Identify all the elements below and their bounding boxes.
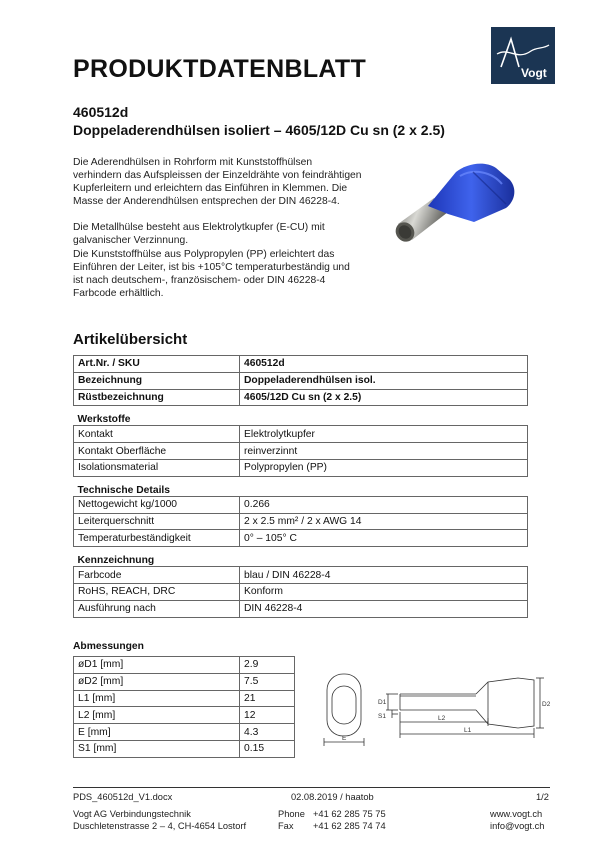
footer-fax-label: Fax <box>278 821 294 831</box>
footer-company: Vogt AG Verbindungstechnik <box>73 809 191 819</box>
footer-page-number: 1/2 <box>536 792 549 802</box>
table-cell-label: Temperaturbeständigkeit <box>74 530 240 547</box>
technical-drawing <box>318 662 550 748</box>
table-row <box>74 389 528 406</box>
dimensions-table <box>73 656 295 758</box>
table-row <box>74 426 528 443</box>
table-row <box>74 740 295 757</box>
table-cell-value: 4605/12D Cu sn (2 x 2.5) <box>240 389 528 406</box>
table-cell-value: 21 <box>240 690 295 707</box>
description-paragraph: Die Metallhülse besteht aus Elektrolytkupfer (E-CU) mit galvanischer Verzinnung. <box>73 222 325 247</box>
group-heading-materials: Werkstoffe <box>77 414 131 426</box>
table-row <box>74 690 295 707</box>
table-cell-label: Kontakt Oberfläche <box>74 443 240 460</box>
svg-text:L1: L1 <box>464 727 472 734</box>
table-cell-label: Isolationsmaterial <box>74 459 240 476</box>
svg-text:L2: L2 <box>438 715 446 722</box>
product-subtitle: Doppeladerendhülsen isoliert – 4605/12D Cu sn (2 x 2.5) <box>73 122 445 138</box>
table-row <box>74 443 528 460</box>
table-row <box>74 567 528 584</box>
table-row <box>74 496 528 513</box>
table-row <box>74 600 528 617</box>
table-cell-label: Rüstbezeichnung <box>74 389 240 406</box>
product-sku: 460512d <box>73 104 129 120</box>
group-heading-technical: Technische Details <box>77 484 171 496</box>
footer-fax: +41 62 285 74 74 <box>313 821 386 831</box>
svg-text:E: E <box>342 735 347 742</box>
vogt-logo <box>491 27 555 84</box>
table-cell-value: DIN 46228-4 <box>240 600 528 617</box>
table-cell-value: reinverzinnt <box>240 443 528 460</box>
table-cell-label: Nettogewicht kg/1000 <box>74 496 240 513</box>
table-row <box>74 707 295 724</box>
table-row <box>74 513 528 530</box>
table-cell-value: Elektrolytkupfer <box>240 426 528 443</box>
table-cell-value: 12 <box>240 707 295 724</box>
description-paragraph: Die Aderendhülsen in Rohrform mit Kunststoffhülsen verhindern das Aufspleissen der Einzeldrähte von feindrähtigen Kupferleitern und erleichtern das Einführen in Klemmen. Die Masse der Anderendhülsen entsprechen der DIN 46228-4. <box>73 157 362 208</box>
footer-phone: +41 62 285 75 75 <box>313 809 386 819</box>
svg-text:Vogt: Vogt <box>521 66 547 80</box>
table-cell-value: 2 x 2.5 mm² / 2 x AWG 14 <box>240 513 528 530</box>
section-heading-dimensions: Abmessungen <box>73 641 144 652</box>
table-cell-label: Bezeichnung <box>74 372 240 389</box>
table-cell-value: 2.9 <box>240 657 295 674</box>
table-cell-value: 0° – 105° C <box>240 530 528 547</box>
footer-address: Duschletenstrasse 2 – 4, CH-4654 Lostorf <box>73 821 247 831</box>
svg-text:D2: D2 <box>542 701 550 708</box>
table-row <box>74 673 295 690</box>
table-row <box>74 356 528 373</box>
table-cell-value: 0.266 <box>240 496 528 513</box>
table-row <box>74 583 528 600</box>
section-heading-overview: Artikelübersicht <box>73 331 188 348</box>
table-group-heading <box>74 547 528 567</box>
table-cell-label: RoHS, REACH, DRC <box>74 583 240 600</box>
svg-text:D1: D1 <box>378 699 387 706</box>
table-cell-value: Konform <box>240 583 528 600</box>
table-cell-label: Ausführung nach <box>74 600 240 617</box>
product-photo <box>378 162 528 277</box>
table-row <box>74 372 528 389</box>
table-cell-label: øD1 [mm] <box>74 657 240 674</box>
footer-date: 02.08.2019 / haatob <box>291 792 374 802</box>
table-cell-value: Doppeladerendhülsen isol. <box>240 372 528 389</box>
table-cell-label: L1 [mm] <box>74 690 240 707</box>
footer-document-name: PDS_460512d_V1.docx <box>73 792 173 802</box>
table-cell-value: blau / DIN 46228-4 <box>240 567 528 584</box>
table-cell-label: øD2 [mm] <box>74 673 240 690</box>
footer-email-link[interactable]: info@vogt.ch <box>490 821 545 831</box>
table-cell-label: Kontakt <box>74 426 240 443</box>
table-cell-value: Polypropylen (PP) <box>240 459 528 476</box>
page-title: PRODUKTDATENBLATT <box>73 55 367 83</box>
table-cell-value: 7.5 <box>240 673 295 690</box>
table-cell-label: Art.Nr. / SKU <box>74 356 240 373</box>
table-cell-value: 4.3 <box>240 724 295 741</box>
footer-website-link[interactable]: www.vogt.ch <box>490 809 543 819</box>
product-description <box>73 156 363 313</box>
description-paragraph: Die Kunststoffhülse aus Polypropylen (PP) erleichtert das Einführen der Leiter, ist bis +105°C temperaturbeständig und ist nach deutschem-, französischem- oder DIN 46228-4 Farbcode erhältlich. <box>73 248 350 299</box>
table-group-heading <box>74 406 528 426</box>
article-table <box>73 355 528 618</box>
table-cell-label: Leiterquerschnitt <box>74 513 240 530</box>
table-row <box>74 530 528 547</box>
table-cell-label: L2 [mm] <box>74 707 240 724</box>
table-group-heading <box>74 476 528 496</box>
table-cell-label: E [mm] <box>74 724 240 741</box>
table-row <box>74 459 528 476</box>
footer-phone-label: Phone <box>278 809 305 819</box>
table-cell-value: 0.15 <box>240 740 295 757</box>
svg-text:S1: S1 <box>378 713 386 720</box>
table-cell-label: S1 [mm] <box>74 740 240 757</box>
group-heading-marking: Kennzeichnung <box>77 555 155 567</box>
table-row <box>74 724 295 741</box>
footer-divider <box>73 787 550 788</box>
table-cell-value: 460512d <box>240 356 528 373</box>
table-cell-label: Farbcode <box>74 567 240 584</box>
table-row <box>74 657 295 674</box>
